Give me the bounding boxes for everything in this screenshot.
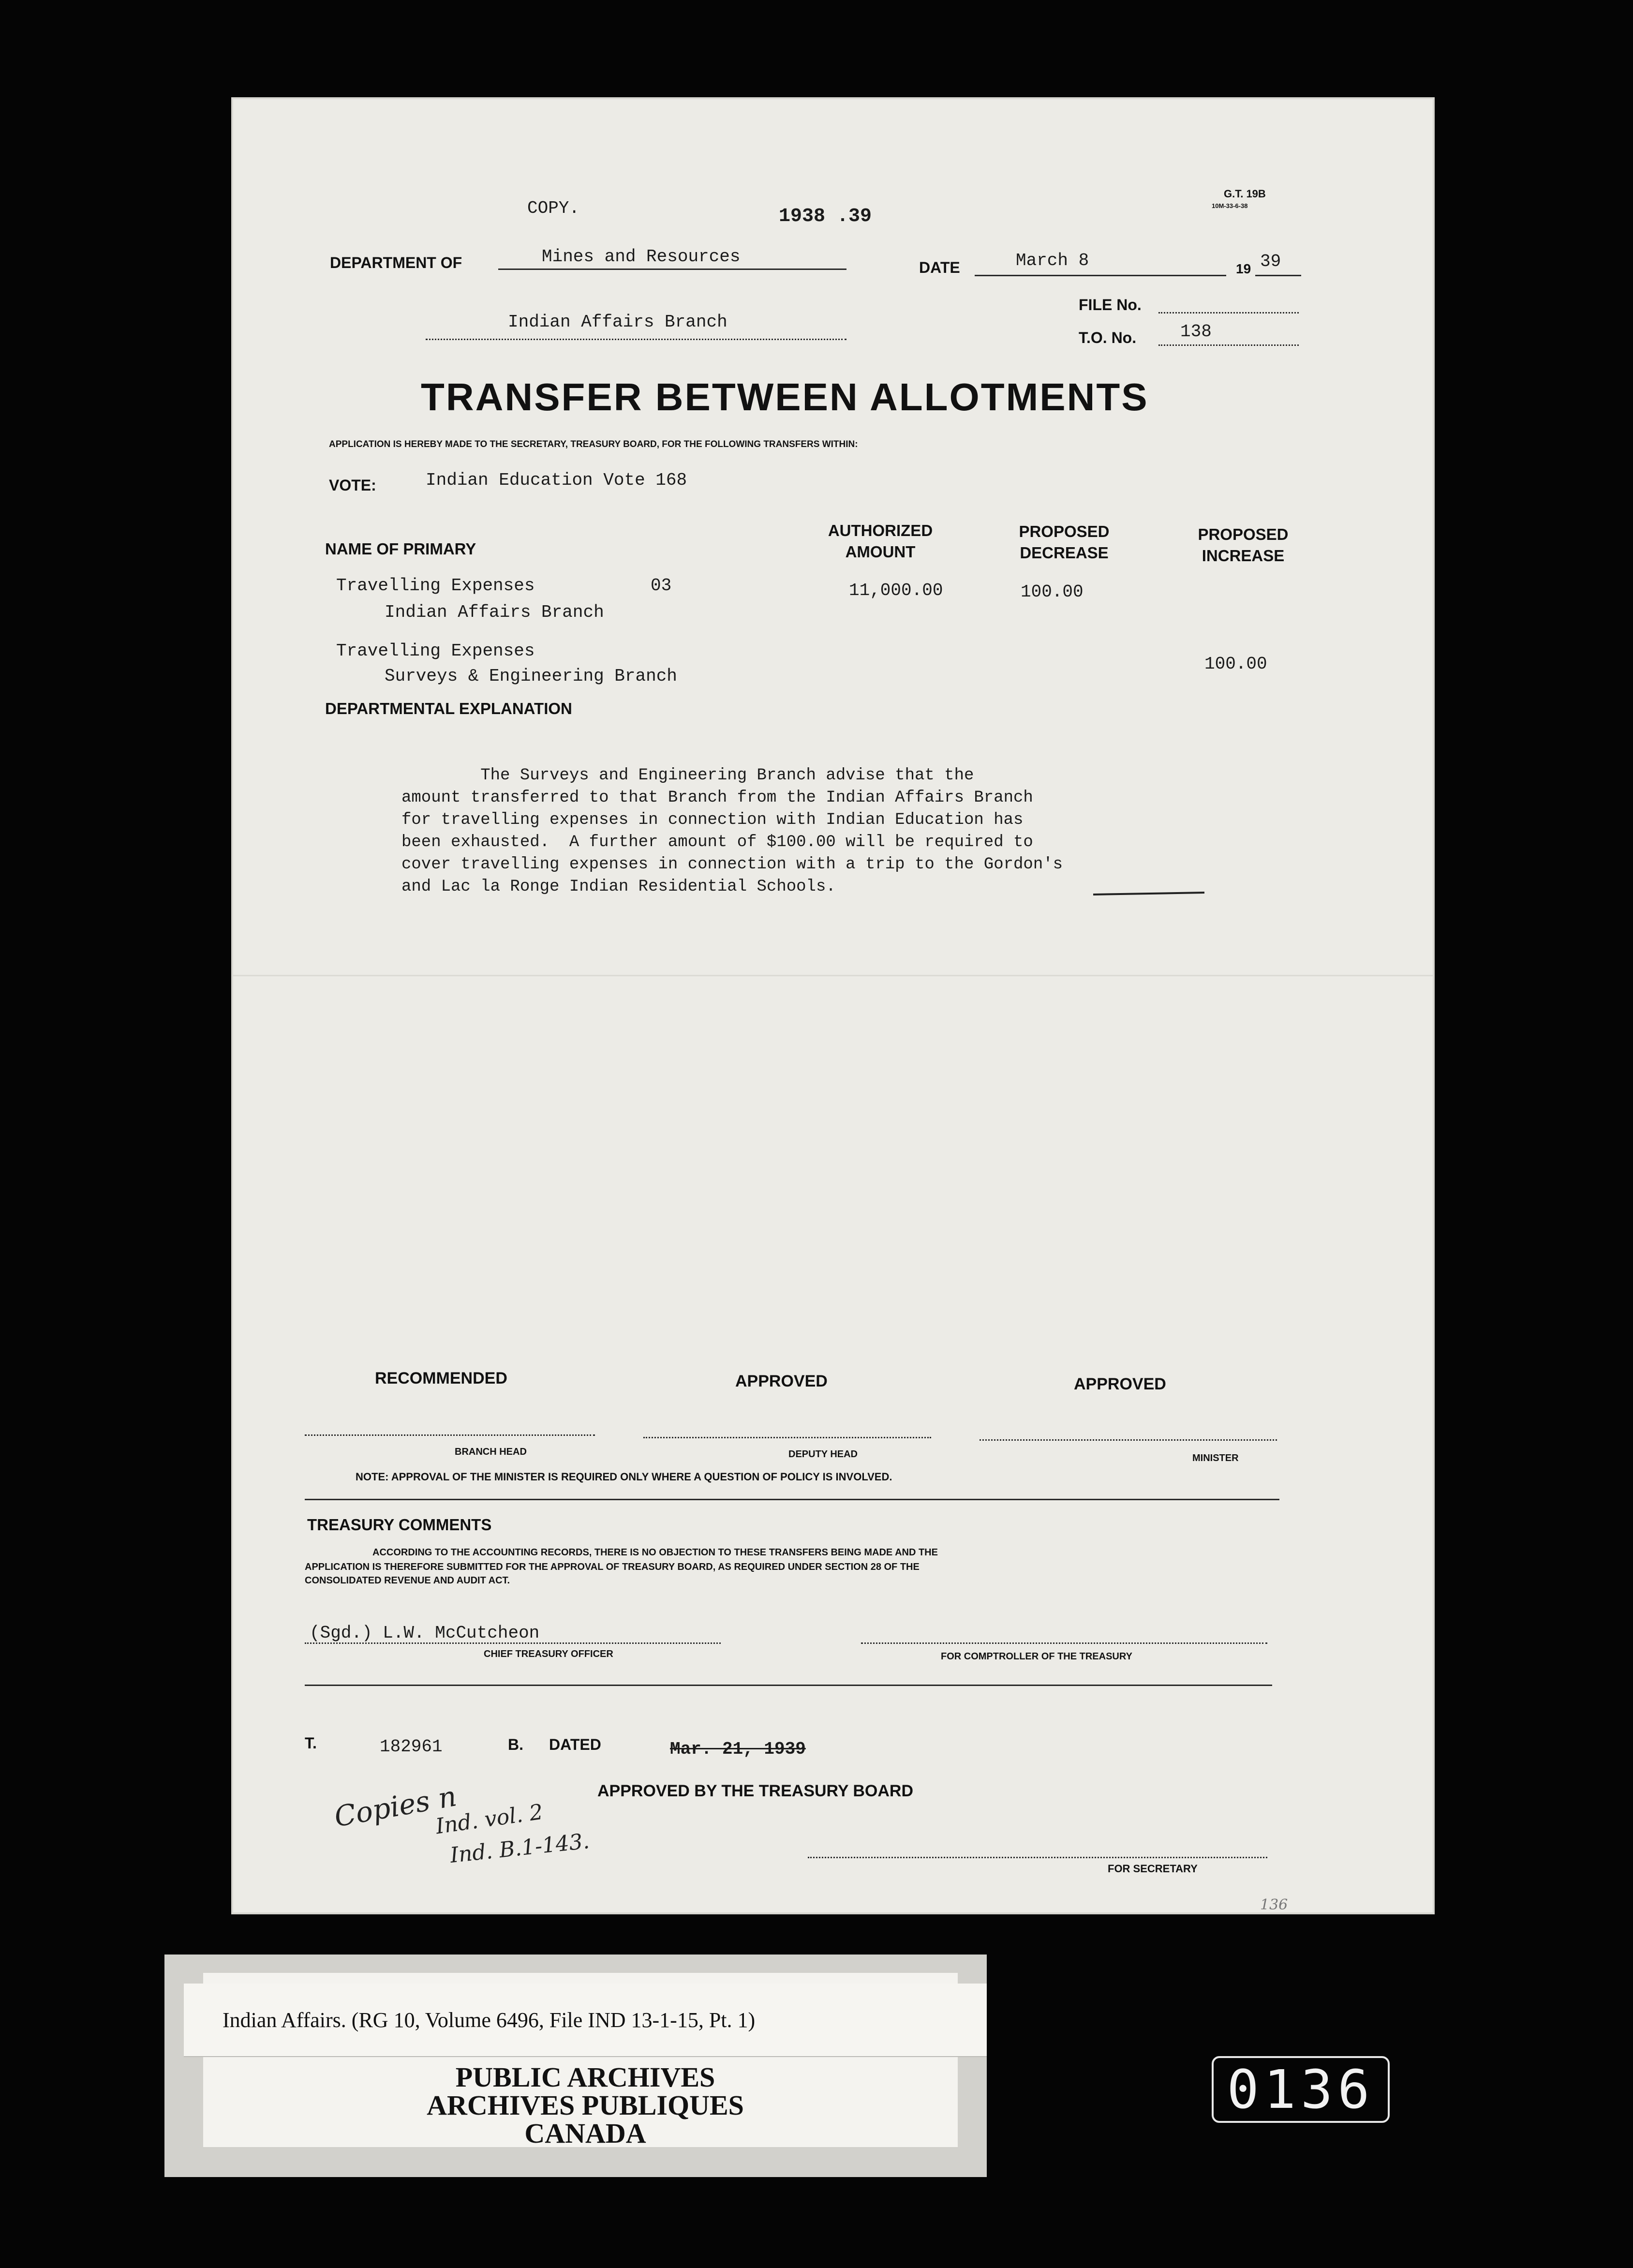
row-2-name: Travelling Expenses xyxy=(336,641,535,661)
year-value: 39 xyxy=(1260,252,1281,271)
col-decrease-2: DECREASE xyxy=(1020,544,1109,562)
date-underline xyxy=(975,275,1226,276)
for-secretary-label: FOR SECRETARY xyxy=(1108,1863,1198,1875)
archive-name-line: ARCHIVES PUBLIQUES xyxy=(427,2089,744,2121)
handwritten-note-line: Copies n xyxy=(332,1779,459,1834)
minister-signature-line xyxy=(980,1439,1277,1441)
copy-mark: COPY. xyxy=(527,198,580,218)
archive-name-line: CANADA xyxy=(524,2118,646,2149)
form-title: TRANSFER BETWEEN ALLOTMENTS xyxy=(421,375,1149,418)
dated-label: DATED xyxy=(549,1736,601,1753)
form-sub-code: 10M-33-6-38 xyxy=(1212,202,1248,209)
note-divider xyxy=(305,1499,1279,1500)
minister-note: NOTE: APPROVAL OF THE MINISTER IS REQUIRED ONLY WHERE A QUESTION OF POLICY IS INVOLVED. xyxy=(356,1471,892,1483)
page-fold xyxy=(233,975,1433,976)
deputy-head-signature-line xyxy=(643,1437,931,1438)
row-1-authorized: 11,000.00 xyxy=(849,581,943,600)
explanation-body xyxy=(401,764,1063,898)
dated-value: Mar. 21, 1939 xyxy=(670,1739,806,1759)
col-primary: NAME OF PRIMARY xyxy=(325,540,476,558)
branch-underline xyxy=(426,339,846,340)
chief-officer-label: CHIEF TREASURY OFFICER xyxy=(484,1649,613,1659)
handwritten-note-line: Ind. B.1-143. xyxy=(449,1829,591,1868)
application-text: APPLICATION IS HEREBY MADE TO THE SECRETARY, TREASURY BOARD, FOR THE FOLLOWING TRANSFERS WITHIN: xyxy=(329,439,858,449)
year-underline xyxy=(1255,275,1301,276)
row-1-decrease: 100.00 xyxy=(1021,582,1084,602)
approved-by-board: APPROVED BY THE TREASURY BOARD xyxy=(597,1782,914,1800)
treasury-text-line: CONSOLIDATED REVENUE AND AUDIT ACT. xyxy=(305,1575,510,1586)
to-no-underline xyxy=(1158,344,1299,346)
branch-value: Indian Affairs Branch xyxy=(508,312,727,332)
comptroller-label: FOR COMPTROLLER OF THE TREASURY xyxy=(941,1651,1132,1662)
vote-label: VOTE: xyxy=(329,477,376,494)
explanation-line: and Lac la Ronge Indian Residential Schools. xyxy=(401,878,836,896)
branch-head-label: BRANCH HEAD xyxy=(455,1447,527,1457)
treasury-text-line: ACCORDING TO THE ACCOUNTING RECORDS, THERE IS NO OBJECTION TO THESE TRANSFERS BEING MADE AND THE xyxy=(372,1547,938,1558)
to-no-label: T.O. No. xyxy=(1079,329,1137,346)
minister-label: MINISTER xyxy=(1192,1453,1239,1463)
branch-head-signature-line xyxy=(305,1434,595,1436)
row-1-sub: Indian Affairs Branch xyxy=(385,602,604,622)
comptroller-signature-line xyxy=(861,1642,1267,1644)
fiscal-year: 1938 .39 xyxy=(779,206,872,227)
page-number-mark: 136 xyxy=(1260,1896,1288,1913)
t-value: 182961 xyxy=(380,1737,443,1757)
approved-label-2: APPROVED xyxy=(1074,1375,1166,1393)
archive-name xyxy=(300,2063,871,2148)
explanation-line: The Surveys and Engineering Branch advise that the xyxy=(401,766,974,785)
vote-value: Indian Education Vote 168 xyxy=(426,470,687,490)
deputy-head-label: DEPUTY HEAD xyxy=(788,1449,858,1460)
year-prefix: 19 xyxy=(1236,261,1251,276)
date-label: DATE xyxy=(919,259,960,276)
secretary-signature-line xyxy=(808,1857,1267,1858)
archive-name-line: PUBLIC ARCHIVES xyxy=(455,2061,715,2093)
treasury-divider xyxy=(305,1685,1272,1686)
col-increase-1: PROPOSED xyxy=(1198,525,1289,543)
form-code: G.T. 19B xyxy=(1224,188,1266,200)
to-no-value: 138 xyxy=(1180,322,1212,342)
row-1-code: 03 xyxy=(651,576,672,596)
row-2-sub: Surveys & Engineering Branch xyxy=(385,666,677,686)
file-no-underline xyxy=(1158,312,1299,313)
frame-counter: 0136 xyxy=(1212,2056,1390,2123)
recommended-label: RECOMMENDED xyxy=(375,1369,507,1388)
chief-officer-signature: (Sgd.) L.W. McCutcheon xyxy=(310,1623,540,1643)
approved-label-1: APPROVED xyxy=(735,1372,828,1390)
archive-reference: Indian Affairs. (RG 10, Volume 6496, File IND 13-1-15, Pt. 1) xyxy=(223,2008,756,2032)
explanation-line: cover travelling expenses in connection with a trip to the Gordon's xyxy=(401,855,1063,874)
col-decrease-1: PROPOSED xyxy=(1019,522,1110,540)
department-label: DEPARTMENT OF xyxy=(330,254,462,271)
department-underline xyxy=(498,269,846,270)
explanation-line: been exhausted. A further amount of $100.00 will be required to xyxy=(401,833,1033,851)
row-2-increase: 100.00 xyxy=(1204,654,1267,674)
date-value: March 8 xyxy=(1016,251,1089,270)
row-1-name: Travelling Expenses xyxy=(336,576,535,596)
explanation-line: for travelling expenses in connection with Indian Education has xyxy=(401,811,1024,829)
explanation-heading: DEPARTMENTAL EXPLANATION xyxy=(325,700,572,717)
treasury-text-line: APPLICATION IS THEREFORE SUBMITTED FOR THE APPROVAL OF TREASURY BOARD, AS REQUIRED UNDER SECTION 28 OF THE xyxy=(305,1562,920,1572)
file-no-label: FILE No. xyxy=(1079,296,1142,313)
col-authorized-2: AMOUNT xyxy=(845,543,916,561)
b-label: B. xyxy=(508,1736,523,1753)
col-increase-2: INCREASE xyxy=(1202,547,1285,565)
department-value: Mines and Resources xyxy=(542,247,741,267)
chief-officer-signature-line xyxy=(305,1642,721,1644)
t-label: T. xyxy=(305,1734,317,1752)
handwritten-note-line: Ind. vol. 2 xyxy=(434,1799,545,1839)
col-authorized-1: AUTHORIZED xyxy=(828,522,933,539)
treasury-heading: TREASURY COMMENTS xyxy=(307,1516,492,1534)
explanation-line: amount transferred to that Branch from the Indian Affairs Branch xyxy=(401,789,1033,807)
